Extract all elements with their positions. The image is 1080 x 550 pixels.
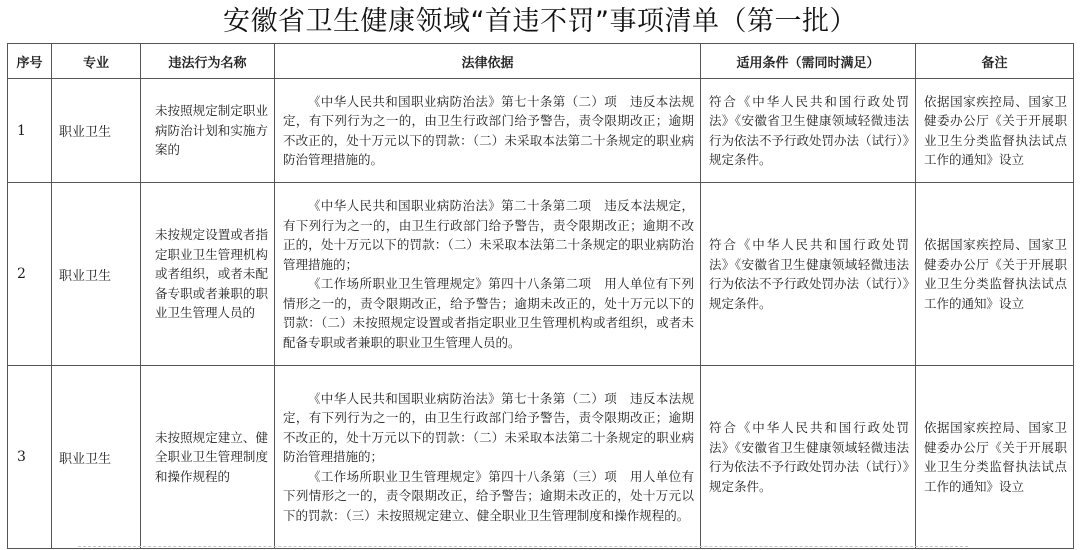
row-major: 职业卫生: [52, 366, 141, 549]
legal-basis-paragraph: 《工作场所职业卫生管理规定》第四十八条第二项 用人单位有下列情形之一的，责令限期改正，给予警告；逾期未改正的，处十万元以下的罚款：（二）未按照规定设置或者指定职业卫生管理机构或者组织，或者未配备专职或者兼职的职业卫生管理人员的。: [283, 276, 694, 350]
legal-basis-paragraph: 《工作场所职业卫生管理规定》第四十八条第（三）项 用人单位有下列情形之一的，责令限期改正，给予警告；逾期未改正的，处十万元以下的罚款：（三）未按照规定建立、健全职业卫生管理制度和操作规程的。: [283, 468, 694, 523]
legal-basis-paragraph: 《中华人民共和国职业病防治法》第二十条第二项 违反本法规定，有下列行为之一的，由卫生行政部门给予警告，责令限期改正；逾期不改正的，处十万元以下的罚款：（二）未采取本法第二十条规定的职业病防治管理措施的；: [283, 198, 694, 272]
row-violation-name: 未按规定设置或者指定职业卫生管理机构或者组织，或者未配备专职或者兼职的职业卫生管理人员的: [155, 227, 268, 321]
row-legal-basis: [275, 194, 700, 354]
table-row: [8, 183, 1074, 366]
header-applicable-conditions: 适用条件（需同时满足）: [701, 44, 916, 79]
header-no: 序号: [8, 44, 52, 79]
row-violation-name: 未按照规定建立、健全职业卫生管理制度和操作规程的: [155, 429, 268, 484]
page-title: 安徽省卫生健康领域“首违不罚”事项清单（第一批）: [223, 6, 857, 37]
row-remarks: 依据国家疾控局、国家卫健委办公厅《关于开展职业卫生分类监督执法试点工作的通知》设立: [924, 93, 1067, 167]
legal-basis-paragraph: 《中华人民共和国职业病防治法》第七十条第（二）项 违反本法规定，有下列行为之一的，由卫生行政部门给予警告，责令限期改正；逾期不改正的，处十万元以下的罚款：（二）未采取本法第二十条规定的职业病防治管理措施的。: [283, 93, 694, 167]
header-remarks: 备注: [916, 44, 1074, 79]
row-no: 1: [8, 79, 52, 183]
table-row: [8, 366, 1074, 549]
row-violation-name: 未按照规定制定职业病防治计划和实施方案的: [155, 103, 268, 158]
row-remarks: 依据国家疾控局、国家卫健委办公厅《关于开展职业卫生分类监督执法试点工作的通知》设立: [924, 420, 1067, 494]
row-no: 3: [8, 366, 52, 549]
table-row: [8, 79, 1074, 183]
row-legal-basis: [275, 90, 700, 172]
legal-basis-paragraph: 《中华人民共和国职业病防治法》第七十条第（二）项 违反本法规定，有下列行为之一的，由卫生行政部门给予警告，责令限期改正；逾期不改正的，处十万元以下的罚款：（二）未采取本法第二十条规定的职业病防治管理措施的；: [283, 390, 694, 465]
item-list-table: [7, 43, 1074, 549]
page-bottom-divider: [78, 546, 968, 547]
row-applicable-conditions: 符合《中华人民共和国行政处罚法》《安徽省卫生健康领域轻微违法行为依法不予行政处罚办法（试行）》规定条件。: [709, 420, 910, 494]
header-major: 专业: [52, 44, 141, 79]
row-applicable-conditions: 符合《中华人民共和国行政处罚法》《安徽省卫生健康领域轻微违法行为依法不予行政处罚办法（试行）》规定条件。: [709, 237, 910, 311]
row-major: 职业卫生: [52, 183, 141, 366]
row-no: 2: [8, 183, 52, 366]
row-legal-basis: [275, 387, 700, 528]
row-major: 职业卫生: [52, 79, 141, 183]
header-legal-basis: 法律依据: [275, 44, 701, 79]
table-header-row: [8, 44, 1074, 79]
row-applicable-conditions: 符合《中华人民共和国行政处罚法》《安徽省卫生健康领域轻微违法行为依法不予行政处罚办法（试行）》规定条件。: [709, 93, 910, 167]
header-violation-name: 违法行为名称: [141, 44, 275, 79]
row-remarks: 依据国家疾控局、国家卫健委办公厅《关于开展职业卫生分类监督执法试点工作的通知》设立: [924, 237, 1067, 311]
